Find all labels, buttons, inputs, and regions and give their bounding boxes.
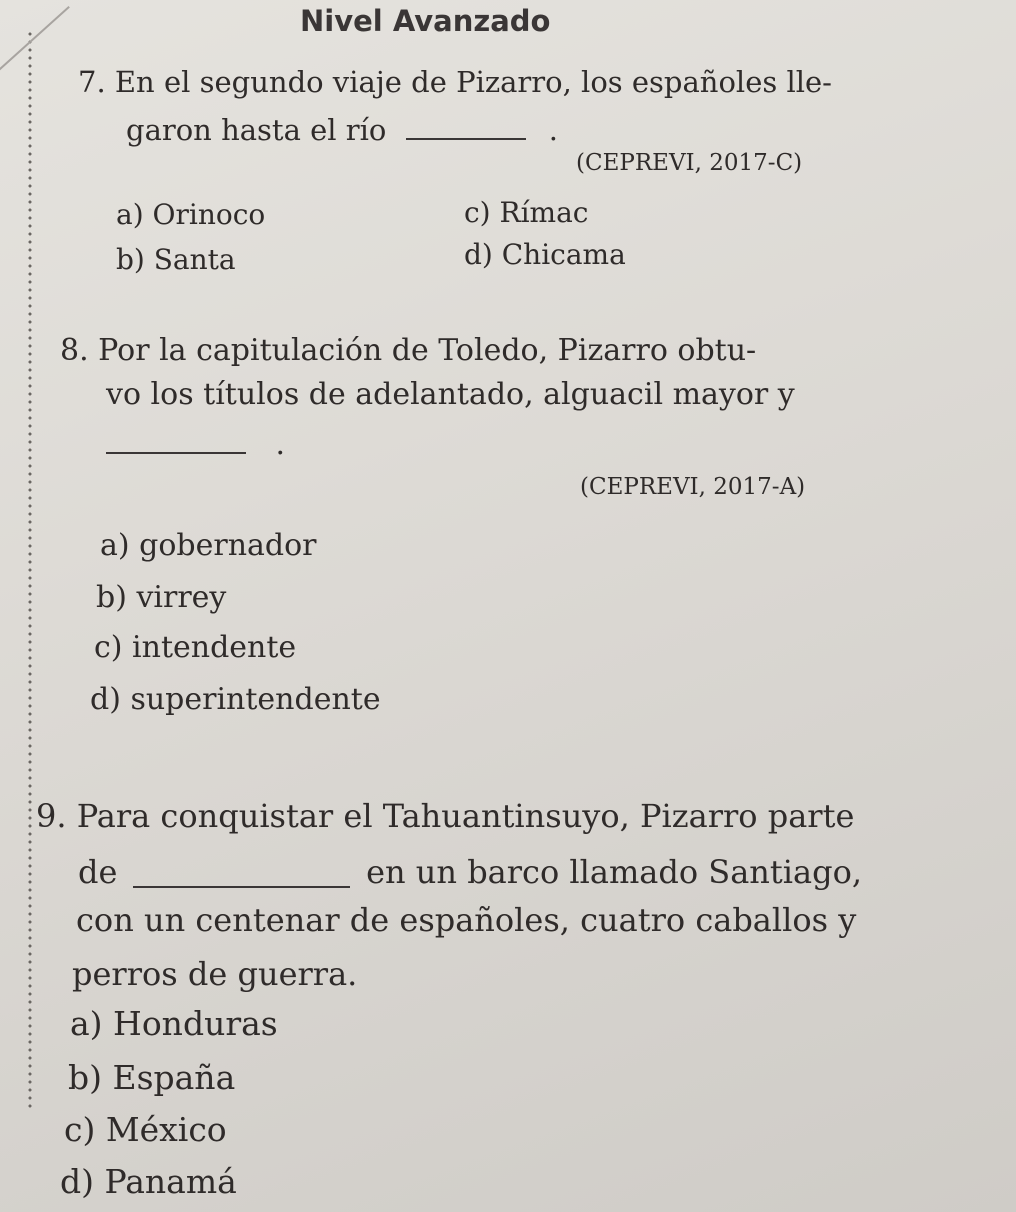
question-8-line-1: 8. Por la capitulación de Toledo, Pizarro obtu- bbox=[60, 333, 757, 368]
question-7-source: (CEPREVI, 2017-C) bbox=[576, 150, 803, 176]
question-9-line-3: con un centenar de españoles, cuatro caballos y bbox=[76, 901, 857, 939]
question-9-line-2 bbox=[78, 853, 862, 891]
q7-option-d[interactable]: d) Chicama bbox=[464, 238, 626, 271]
question-9-line-2-end: en un barco llamado Santiago, bbox=[366, 853, 862, 891]
q8-option-b[interactable]: b) virrey bbox=[96, 580, 227, 615]
question-9-line-1: 9. Para conquistar el Tahuantinsuyo, Pizarro parte bbox=[36, 797, 855, 835]
question-8-line-3 bbox=[106, 427, 286, 462]
q8-option-a[interactable]: a) gobernador bbox=[100, 528, 317, 563]
question-7-line-2 bbox=[126, 113, 558, 147]
answer-blank bbox=[133, 856, 350, 888]
dotted-margin-line bbox=[28, 30, 32, 1110]
q9-option-d[interactable]: d) Panamá bbox=[60, 1162, 237, 1201]
q7-option-c[interactable]: c) Rímac bbox=[464, 196, 589, 229]
answer-blank bbox=[406, 138, 526, 140]
q7-option-b[interactable]: b) Santa bbox=[116, 243, 236, 276]
q8-option-c[interactable]: c) intendente bbox=[94, 630, 297, 665]
q9-option-a[interactable]: a) Honduras bbox=[70, 1004, 278, 1043]
question-7-text: garon hasta el río bbox=[126, 113, 387, 147]
question-8-period: . bbox=[275, 427, 286, 462]
q7-option-a[interactable]: a) Orinoco bbox=[116, 198, 266, 231]
question-8-line-2: vo los títulos de adelantado, alguacil mayor y bbox=[106, 377, 795, 412]
question-7-line-1: 7. En el segundo viaje de Pizarro, los españoles lle- bbox=[78, 65, 832, 99]
question-9-line-4: perros de guerra. bbox=[72, 955, 358, 993]
question-8-source: (CEPREVI, 2017-A) bbox=[580, 474, 806, 500]
corner-decoration-line bbox=[0, 6, 70, 88]
question-9-de: de bbox=[78, 853, 118, 891]
answer-blank bbox=[106, 452, 246, 454]
q8-option-d[interactable]: d) superintendente bbox=[90, 682, 381, 717]
section-title: Nivel Avanzado bbox=[300, 4, 551, 38]
question-7-period: . bbox=[548, 113, 558, 147]
q9-option-c[interactable]: c) México bbox=[64, 1110, 227, 1149]
q9-option-b[interactable]: b) España bbox=[68, 1058, 236, 1097]
